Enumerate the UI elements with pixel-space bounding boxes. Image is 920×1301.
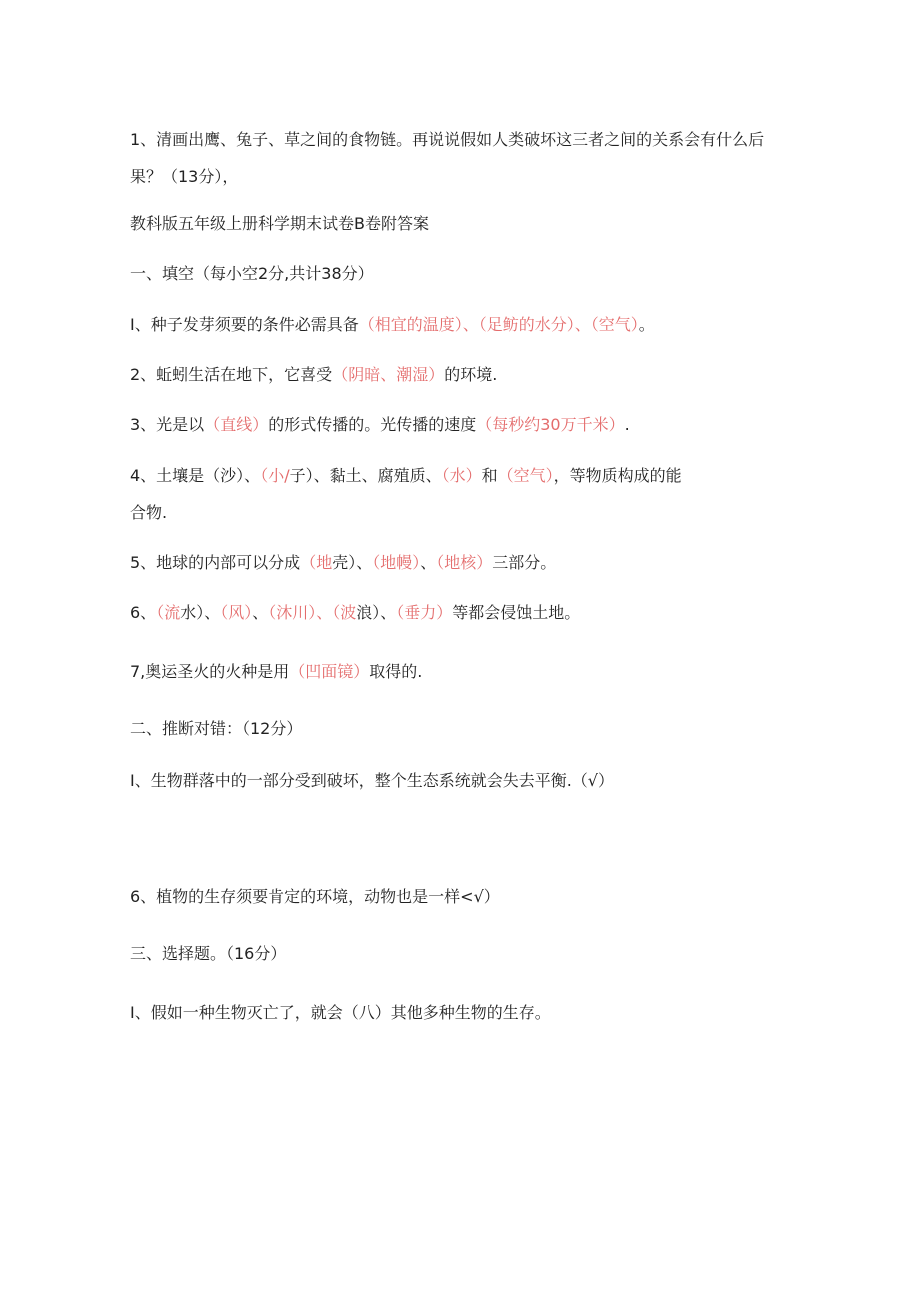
section-2-heading: 二、推断对错：（12分） bbox=[130, 719, 303, 738]
question-text: 等都会侵蚀土地。 bbox=[452, 603, 581, 622]
answer-text: （沐川）、（波 bbox=[268, 603, 357, 622]
question-text: 三部分。 bbox=[492, 553, 557, 572]
question-text: 和 bbox=[481, 466, 498, 485]
judge-question-1: I、生物群落中的一部分受到破坏，整个生态系统就会失去平衡.（√） bbox=[130, 771, 615, 790]
answer-text: （垂力） bbox=[396, 603, 453, 622]
answer-text: （直线） bbox=[204, 415, 269, 434]
fill-question-2 bbox=[130, 356, 780, 394]
question-text: 4、土壤是（沙）、 bbox=[130, 466, 261, 485]
answer-text: （凹面镜） bbox=[289, 662, 370, 681]
question-text: 壳）、 bbox=[332, 553, 373, 572]
answer-text: （地 bbox=[300, 553, 333, 572]
answer-text: （相宜的温度）、（足鲂的水分）、（空气） bbox=[358, 315, 639, 334]
question-text: I、种子发芽须要的条件必需具备 bbox=[130, 315, 359, 334]
answer-text: （风） bbox=[220, 603, 253, 622]
answer-text: （阴暗、潮湿） bbox=[332, 365, 445, 384]
fill-question-4-cont bbox=[130, 494, 780, 532]
question-text: 、 bbox=[252, 603, 269, 622]
question-text: 。 bbox=[638, 315, 655, 334]
fill-question-1 bbox=[130, 306, 780, 344]
answer-text: （地幔） bbox=[372, 553, 421, 572]
fill-question-3 bbox=[130, 406, 780, 444]
fill-question-6 bbox=[130, 594, 780, 632]
answer-text: （空气） bbox=[497, 466, 554, 485]
answer-text: （水） bbox=[441, 466, 482, 485]
question-text: 1、清画出鹰、兔子、草之间的食物链。再说说假如人类破坏这三者之间的关系会有什么后果？（13分）， bbox=[130, 130, 765, 186]
section-3-heading: 三、选择题。（16分） bbox=[130, 944, 287, 963]
fill-question-7 bbox=[130, 653, 780, 691]
question-text: 的形式传播的。光传播的速度 bbox=[268, 415, 477, 434]
answer-text: （流 bbox=[156, 603, 181, 622]
answer-text: （每秒约30万千米） bbox=[476, 415, 625, 434]
question-text: 取得的. bbox=[369, 662, 423, 681]
judge-question-6: 6、植物的生存须要肯定的环境，动物也是一样<√） bbox=[130, 887, 500, 906]
question-text: 浪）、 bbox=[356, 603, 397, 622]
question-text: 的环境. bbox=[444, 365, 498, 384]
question-text: 合物. bbox=[130, 503, 168, 522]
exam-title: 教科版五年级上册科学期末试卷B卷附答案 bbox=[130, 214, 429, 233]
question-text: 7,奥运圣火的火种是用 bbox=[130, 662, 290, 681]
answer-text: （地核） bbox=[436, 553, 493, 572]
question-text: ，等物质构成的能 bbox=[553, 466, 682, 485]
question-food-chain bbox=[130, 121, 780, 195]
question-text: 2、蚯蚓生活在地下，它喜受 bbox=[130, 365, 333, 384]
fill-question-5 bbox=[130, 544, 780, 582]
question-text: 6、 bbox=[130, 603, 157, 622]
question-text: . bbox=[624, 415, 630, 434]
question-text: 、 bbox=[420, 553, 437, 572]
fill-question-4 bbox=[130, 457, 780, 495]
choice-question-1: I、假如一种生物灭亡了，就会（八）其他多种生物的生存。 bbox=[130, 1003, 551, 1022]
question-text: 3、光是以 bbox=[130, 415, 205, 434]
question-text: 5、地球的内部可以分成 bbox=[130, 553, 301, 572]
section-1-heading: 一、填空（每小空2分,共计38分） bbox=[130, 264, 374, 283]
answer-text: （小/ bbox=[260, 466, 290, 485]
question-text: 水）、 bbox=[180, 603, 221, 622]
question-text: 子）、黏土、腐殖质、 bbox=[289, 466, 442, 485]
